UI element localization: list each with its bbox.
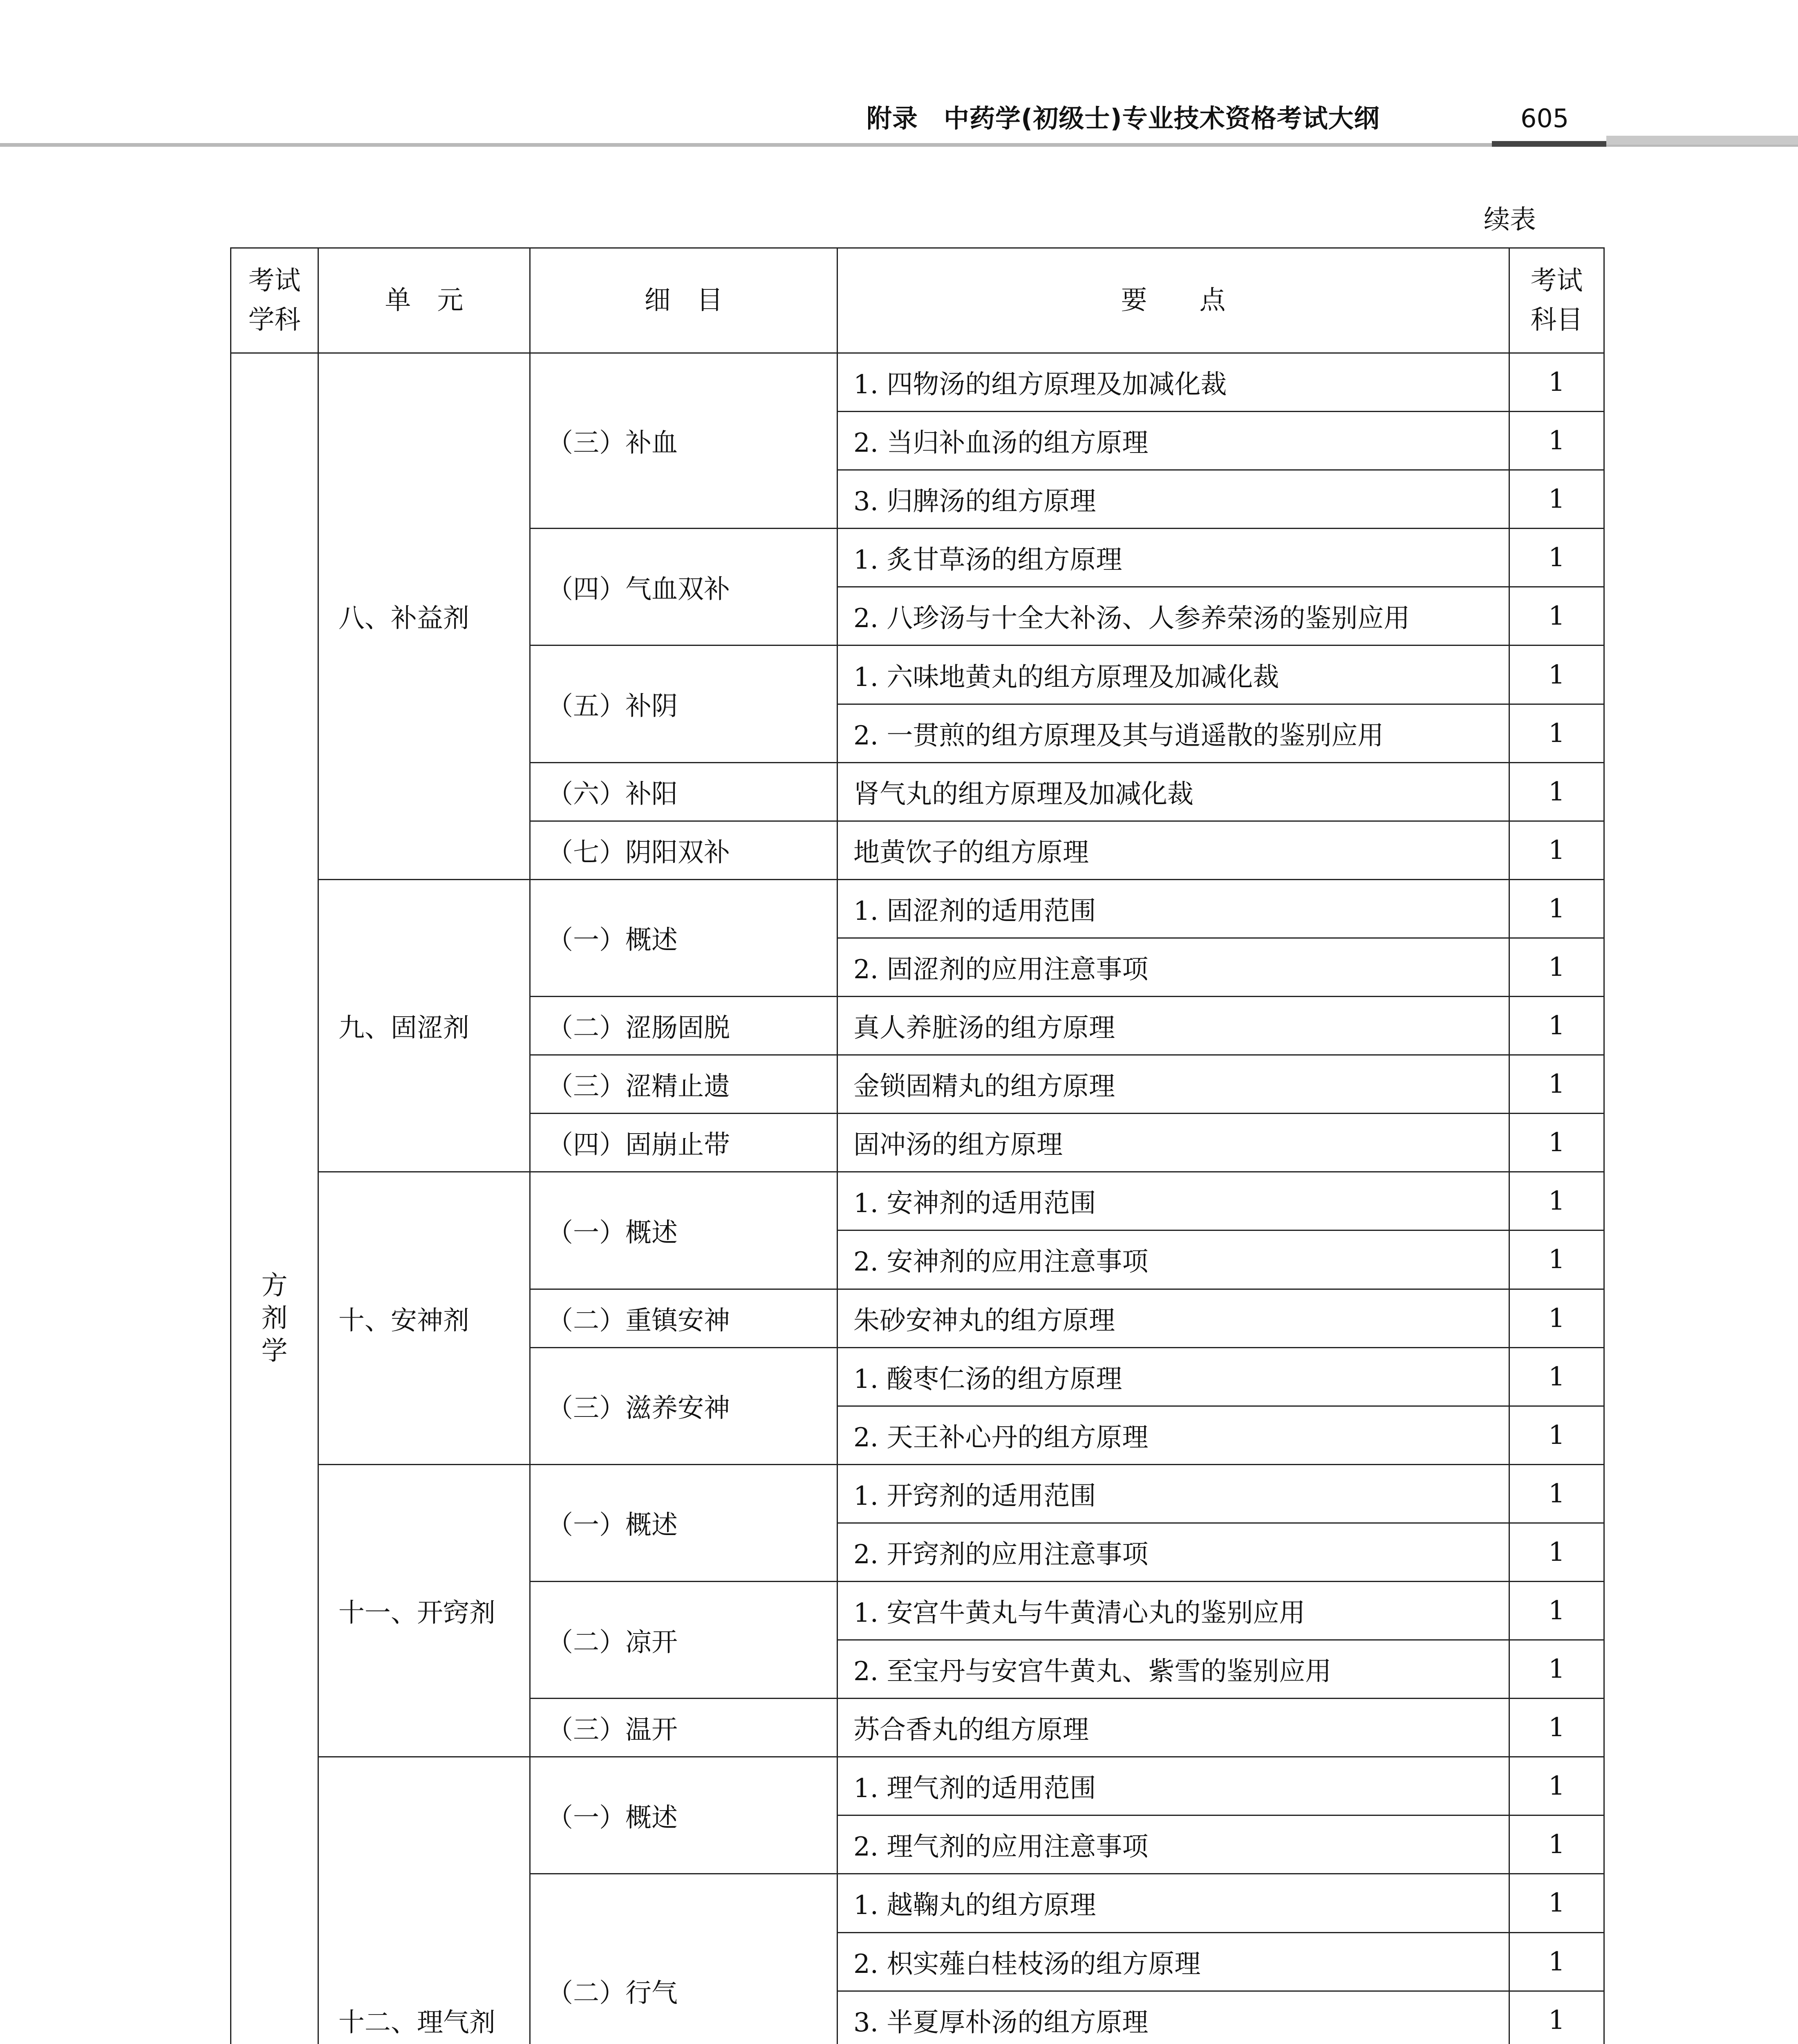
score-cell: 1 bbox=[1509, 645, 1604, 704]
score-cell: 1 bbox=[1509, 1932, 1604, 1991]
detail-cell: （四）固崩止带 bbox=[530, 1114, 837, 1172]
col-header-point: 要 点 bbox=[837, 248, 1509, 353]
score-cell: 1 bbox=[1509, 879, 1604, 938]
table-row bbox=[231, 1172, 1604, 1230]
score-cell: 1 bbox=[1509, 1991, 1604, 2044]
unit-cell: 十、安神剂 bbox=[318, 1172, 530, 1464]
point-cell: 3. 归脾汤的组方原理 bbox=[837, 470, 1509, 529]
detail-cell: （一）概述 bbox=[530, 879, 837, 996]
table-row bbox=[231, 353, 1604, 412]
table-row bbox=[231, 1757, 1604, 1815]
score-cell: 1 bbox=[1509, 997, 1604, 1055]
point-cell: 2. 至宝丹与安宫牛黄丸、紫雪的鉴别应用 bbox=[837, 1640, 1509, 1699]
detail-cell: （一）概述 bbox=[530, 1172, 837, 1289]
score-cell: 1 bbox=[1509, 704, 1604, 762]
point-cell: 2. 枳实薤白桂枝汤的组方原理 bbox=[837, 1932, 1509, 1991]
score-cell: 1 bbox=[1509, 1581, 1604, 1640]
score-cell: 1 bbox=[1509, 1406, 1604, 1464]
score-cell: 1 bbox=[1509, 470, 1604, 529]
point-cell: 2. 一贯煎的组方原理及其与逍遥散的鉴别应用 bbox=[837, 704, 1509, 762]
point-cell: 固冲汤的组方原理 bbox=[837, 1114, 1509, 1172]
point-cell: 2. 固涩剂的应用注意事项 bbox=[837, 938, 1509, 996]
point-cell: 2. 八珍汤与十全大补汤、人参养荣汤的鉴别应用 bbox=[837, 587, 1509, 645]
score-cell: 1 bbox=[1509, 412, 1604, 470]
detail-cell: （二）凉开 bbox=[530, 1581, 837, 1698]
point-cell: 真人养脏汤的组方原理 bbox=[837, 997, 1509, 1055]
table-row bbox=[231, 1464, 1604, 1523]
detail-cell: （六）补阳 bbox=[530, 762, 837, 821]
score-cell: 1 bbox=[1509, 1114, 1604, 1172]
detail-cell: （二）涩肠固脱 bbox=[530, 997, 837, 1055]
detail-cell: （七）阴阳双补 bbox=[530, 821, 837, 879]
score-cell: 1 bbox=[1509, 762, 1604, 821]
score-cell: 1 bbox=[1509, 529, 1604, 587]
point-cell: 金锁固精丸的组方原理 bbox=[837, 1055, 1509, 1114]
score-cell: 1 bbox=[1509, 1640, 1604, 1699]
continued-label: 续表 bbox=[1484, 205, 1536, 235]
unit-cell: 十一、开窍剂 bbox=[318, 1464, 530, 1757]
point-cell: 1. 四物汤的组方原理及加减化裁 bbox=[837, 353, 1509, 412]
score-cell: 1 bbox=[1509, 1347, 1604, 1406]
point-cell: 1. 炙甘草汤的组方原理 bbox=[837, 529, 1509, 587]
detail-cell: （二）行气 bbox=[530, 1874, 837, 2044]
detail-cell: （一）概述 bbox=[530, 1757, 837, 1874]
point-cell: 1. 理气剂的适用范围 bbox=[837, 1757, 1509, 1815]
score-cell: 1 bbox=[1509, 1289, 1604, 1347]
header-rule-tab bbox=[1606, 136, 1798, 145]
point-cell: 朱砂安神丸的组方原理 bbox=[837, 1289, 1509, 1347]
score-cell: 1 bbox=[1509, 1757, 1604, 1815]
col-header-unit: 单 元 bbox=[318, 248, 530, 353]
detail-cell: （三）涩精止遗 bbox=[530, 1055, 837, 1114]
score-cell: 1 bbox=[1509, 587, 1604, 645]
score-cell: 1 bbox=[1509, 1172, 1604, 1230]
subject-cell: 方剂学 bbox=[231, 353, 318, 2044]
point-cell: 2. 安神剂的应用注意事项 bbox=[837, 1230, 1509, 1289]
header-rule-accent bbox=[1492, 141, 1606, 147]
col-header-exam-subject: 考试科目 bbox=[1509, 248, 1604, 353]
score-cell: 1 bbox=[1509, 938, 1604, 996]
unit-cell: 八、补益剂 bbox=[318, 353, 530, 880]
detail-cell: （三）补血 bbox=[530, 353, 837, 529]
col-header-subject: 考试学科 bbox=[231, 248, 318, 353]
score-cell: 1 bbox=[1509, 1230, 1604, 1289]
point-cell: 3. 半夏厚朴汤的组方原理 bbox=[837, 1991, 1509, 2044]
point-cell: 苏合香丸的组方原理 bbox=[837, 1699, 1509, 1757]
unit-cell: 十二、理气剂 bbox=[318, 1757, 530, 2044]
table-header-row bbox=[231, 248, 1604, 353]
page-number: 605 bbox=[1520, 103, 1569, 133]
score-cell: 1 bbox=[1509, 1055, 1604, 1114]
score-cell: 1 bbox=[1509, 1874, 1604, 1932]
point-cell: 1. 开窍剂的适用范围 bbox=[837, 1464, 1509, 1523]
unit-cell: 九、固涩剂 bbox=[318, 879, 530, 1172]
score-cell: 1 bbox=[1509, 821, 1604, 879]
point-cell: 1. 酸枣仁汤的组方原理 bbox=[837, 1347, 1509, 1406]
table-row bbox=[231, 879, 1604, 938]
point-cell: 1. 安神剂的适用范围 bbox=[837, 1172, 1509, 1230]
detail-cell: （三）温开 bbox=[530, 1699, 837, 1757]
point-cell: 1. 六味地黄丸的组方原理及加减化裁 bbox=[837, 645, 1509, 704]
point-cell: 地黄饮子的组方原理 bbox=[837, 821, 1509, 879]
running-header-title: 附录 中药学(初级士)专业技术资格考试大纲 bbox=[867, 103, 1380, 133]
score-cell: 1 bbox=[1509, 1464, 1604, 1523]
score-cell: 1 bbox=[1509, 1523, 1604, 1581]
point-cell: 1. 越鞠丸的组方原理 bbox=[837, 1874, 1509, 1932]
score-cell: 1 bbox=[1509, 1815, 1604, 1874]
point-cell: 2. 当归补血汤的组方原理 bbox=[837, 412, 1509, 470]
detail-cell: （五）补阴 bbox=[530, 645, 837, 762]
detail-cell: （一）概述 bbox=[530, 1464, 837, 1581]
detail-cell: （四）气血双补 bbox=[530, 529, 837, 645]
point-cell: 2. 理气剂的应用注意事项 bbox=[837, 1815, 1509, 1874]
point-cell: 2. 开窍剂的应用注意事项 bbox=[837, 1523, 1509, 1581]
syllabus-table bbox=[230, 247, 1605, 2044]
point-cell: 1. 安宫牛黄丸与牛黄清心丸的鉴别应用 bbox=[837, 1581, 1509, 1640]
point-cell: 1. 固涩剂的适用范围 bbox=[837, 879, 1509, 938]
col-header-detail: 细 目 bbox=[530, 248, 837, 353]
score-cell: 1 bbox=[1509, 1699, 1604, 1757]
detail-cell: （二）重镇安神 bbox=[530, 1289, 837, 1347]
point-cell: 肾气丸的组方原理及加减化裁 bbox=[837, 762, 1509, 821]
point-cell: 2. 天王补心丹的组方原理 bbox=[837, 1406, 1509, 1464]
detail-cell: （三）滋养安神 bbox=[530, 1347, 837, 1464]
score-cell: 1 bbox=[1509, 353, 1604, 412]
